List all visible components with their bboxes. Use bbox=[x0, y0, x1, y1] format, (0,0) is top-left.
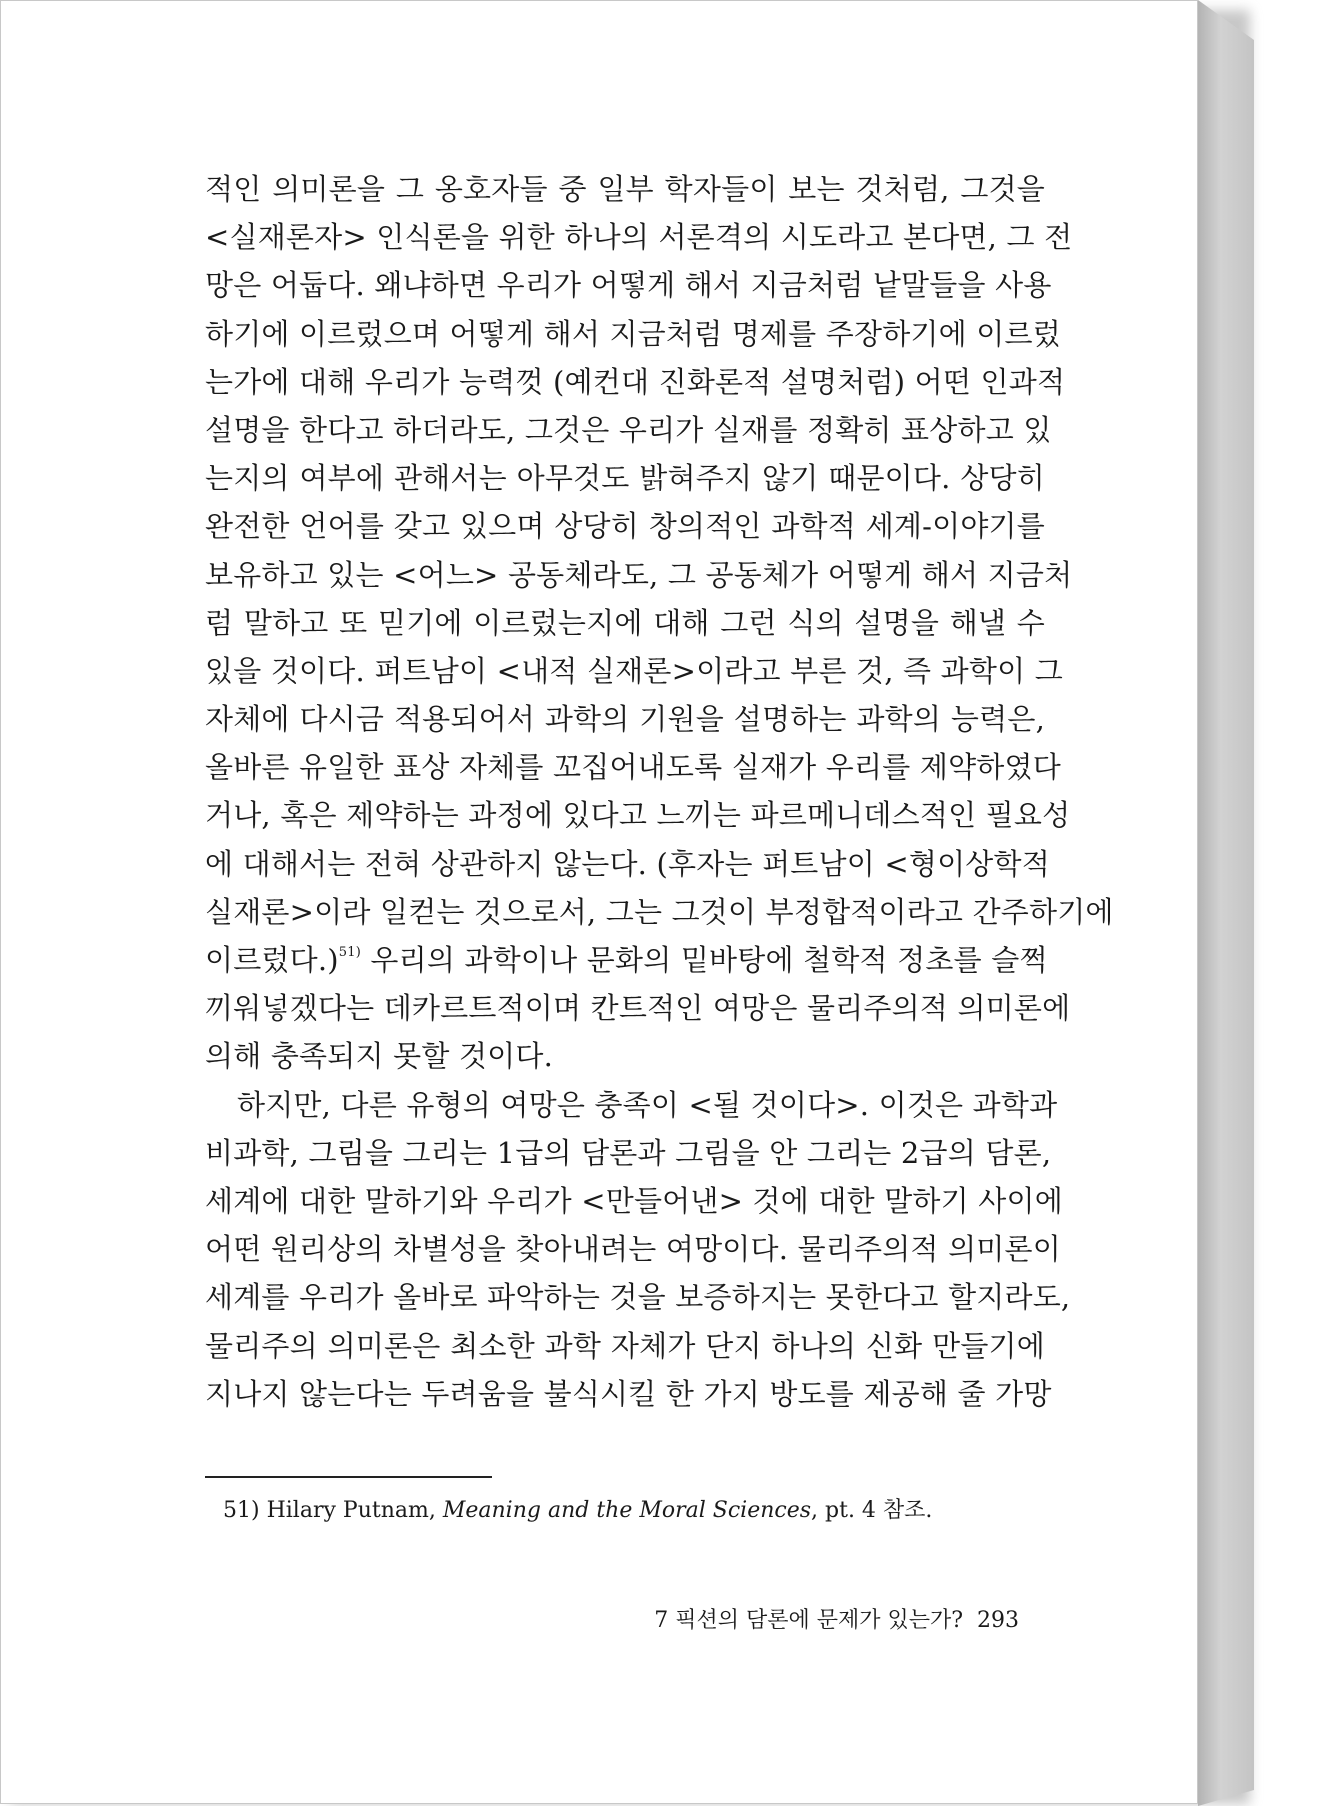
text-line: 는지의 여부에 관해서는 아무것도 밝혀주지 않기 때문이다. 상당히 bbox=[205, 461, 1045, 496]
body-text bbox=[205, 165, 1114, 1418]
text-segment: 우리의 과학이나 문화의 밑바탕에 철학적 정초를 슬쩍 bbox=[361, 943, 1048, 977]
text-segment: 이르렀다.) bbox=[205, 943, 339, 977]
text-line: 지나지 않는다는 두려움을 불식시킬 한 가지 방도를 제공해 줄 가망 bbox=[205, 1376, 1052, 1411]
text-line: 있을 것이다. 퍼트남이 <내적 실재론>이라고 부른 것, 즉 과학이 그 bbox=[205, 653, 1063, 688]
text-line: 완전한 언어를 갖고 있으며 상당히 창의적인 과학적 세계-이야기를 bbox=[205, 509, 1045, 544]
text-line: 세계에 대한 말하기와 우리가 <만들어낸> 것에 대한 말하기 사이에 bbox=[205, 1183, 1063, 1218]
text-line: 세계를 우리가 올바로 파악하는 것을 보증하지는 못한다고 할지라도, bbox=[205, 1280, 1071, 1315]
text-line: 는가에 대해 우리가 능력껏 (예컨대 진화론적 설명처럼) 어떤 인과적 bbox=[205, 364, 1066, 399]
footnote-author: Hilary Putnam, bbox=[266, 1498, 436, 1523]
book-page-edge bbox=[1198, 0, 1254, 1806]
footnote-number: 51) bbox=[223, 1498, 260, 1523]
text-line: 자체에 다시금 적용되어서 과학의 기원을 설명하는 과학의 능력은, bbox=[205, 702, 1045, 737]
text-line: 끼워넣겠다는 데카르트적이며 칸트적인 여망은 물리주의적 의미론에 bbox=[205, 991, 1071, 1026]
footnote-separator bbox=[205, 1476, 492, 1478]
text-line: <실재론자> 인식론을 위한 하나의 서론격의 시도라고 본다면, 그 전 bbox=[205, 220, 1073, 255]
text-line: 의해 충족되지 못할 것이다. bbox=[205, 1039, 554, 1074]
footnote-book-title: Meaning and the Moral Sciences bbox=[442, 1498, 812, 1523]
text-line: 적인 의미론을 그 옹호자들 중 일부 학자들이 보는 것처럼, 그것을 bbox=[205, 172, 1045, 206]
text-line: 럼 말하고 또 믿기에 이르렀는지에 대해 그런 식의 설명을 해낼 수 bbox=[205, 605, 1045, 640]
text-line: 물리주의 의미론은 최소한 과학 자체가 단지 하나의 신화 만들기에 bbox=[205, 1328, 1045, 1363]
text-line: 하기에 이르렀으며 어떻게 해서 지금처럼 명제를 주장하기에 이르렀 bbox=[205, 316, 1061, 351]
text-line: 망은 어둡다. 왜냐하면 우리가 어떻게 해서 지금처럼 낱말들을 사용 bbox=[205, 268, 1052, 303]
footnote-reference: 51) bbox=[338, 945, 362, 960]
page-number: 293 bbox=[977, 1608, 1019, 1633]
text-line: 에 대해서는 전혀 상관하지 않는다. (후자는 퍼트남이 <형이상학적 bbox=[205, 846, 1050, 881]
running-footer bbox=[641, 1603, 1019, 1634]
text-line: 올바른 유일한 표상 자체를 꼬집어내도록 실재가 우리를 제약하였다 bbox=[205, 750, 1061, 785]
chapter-title: 7 픽션의 담론에 문제가 있는가? bbox=[654, 1608, 963, 1633]
footnote bbox=[223, 1493, 932, 1524]
footnote-rest: , pt. 4 참조. bbox=[811, 1498, 933, 1523]
text-line: 실재론>이라 일컫는 것으로서, 그는 그것이 부정합적이라고 간주하기에 bbox=[205, 894, 1114, 929]
text-line: 어떤 원리상의 차별성을 찾아내려는 여망이다. 물리주의적 의미론이 bbox=[205, 1232, 1061, 1267]
text-line: 보유하고 있는 <어느> 공동체라도, 그 공동체가 어떻게 해서 지금처 bbox=[205, 557, 1073, 592]
text-line: 설명을 한다고 하더라도, 그것은 우리가 실재를 정확히 표상하고 있 bbox=[205, 412, 1052, 447]
text-line: 비과학, 그림을 그리는 1급의 담론과 그림을 안 그리는 2급의 담론, bbox=[205, 1135, 1052, 1170]
text-line: 하지만, 다른 유형의 여망은 충족이 <될 것이다>. 이것은 과학과 bbox=[237, 1087, 1058, 1122]
text-line: 거나, 혹은 제약하는 과정에 있다고 느끼는 파르메니데스적인 필요성 bbox=[205, 798, 1071, 833]
text-line-with-footnote-ref bbox=[205, 936, 1048, 984]
